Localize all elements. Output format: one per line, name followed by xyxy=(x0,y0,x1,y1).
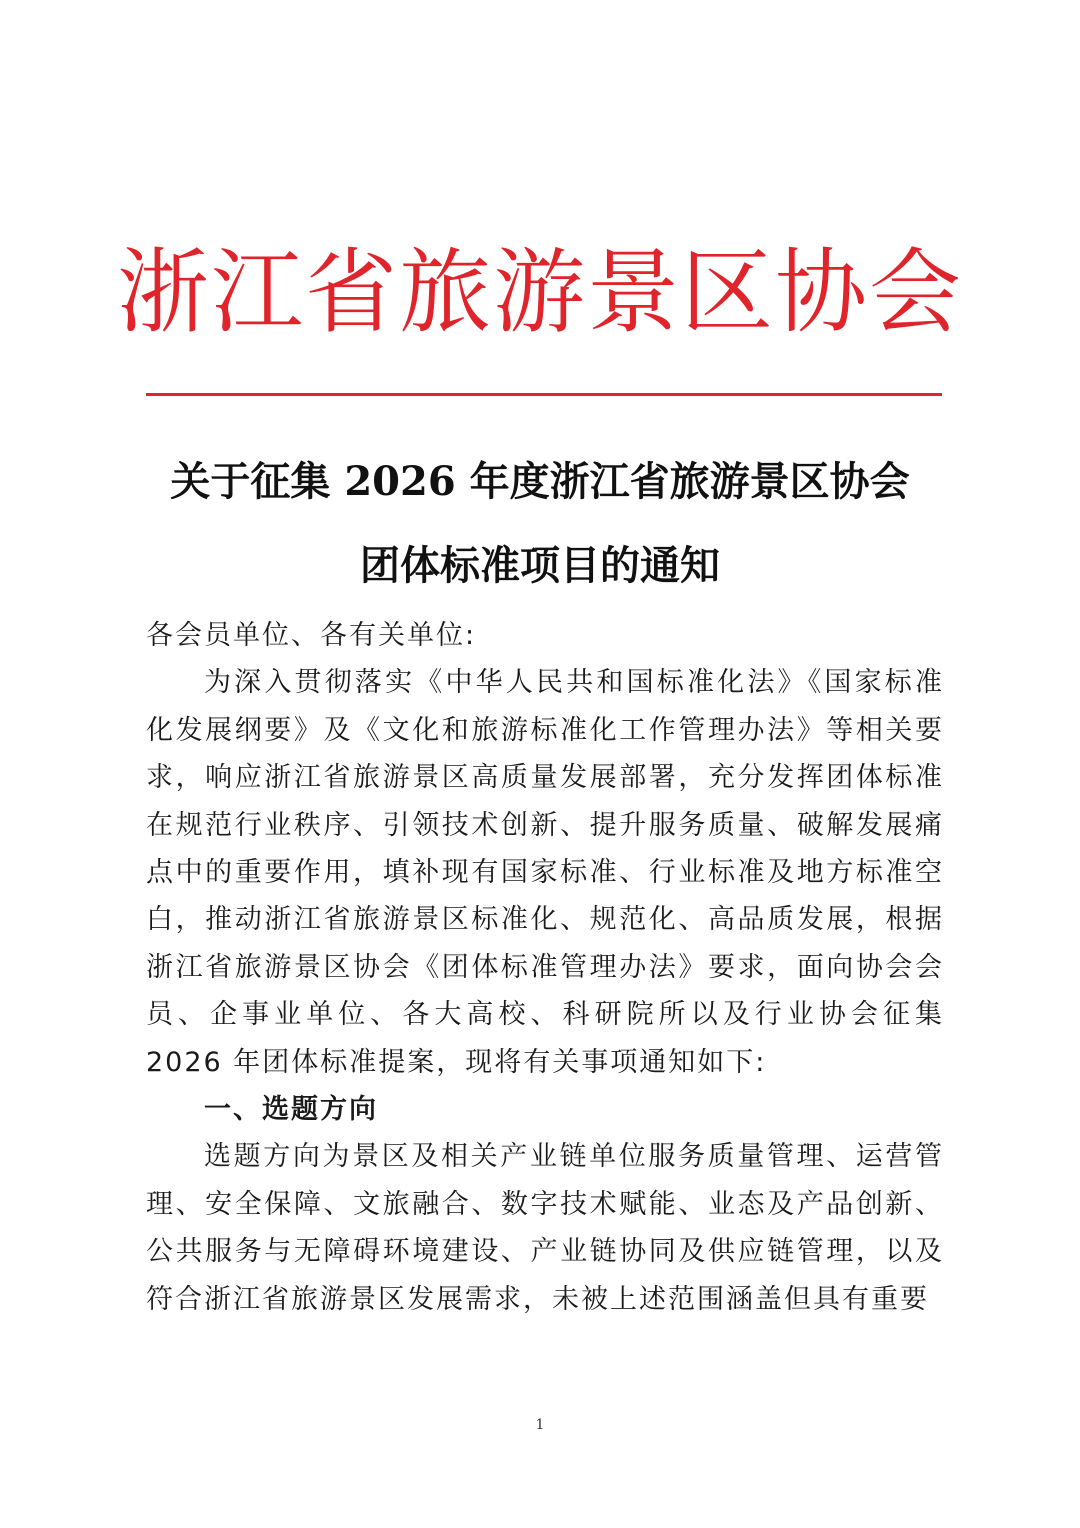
section-paragraph-topic-direction: 选题方向为景区及相关产业链单位服务质量管理、运营管理、安全保障、文旅融合、数字技术赋能、业态及产品创新、公共服务与无障碍环境建设、产业链协同及供应链管理，以及符合浙江省旅游景区发展需求，未被上述范围涵盖但具有重要 xyxy=(146,1141,944,1315)
document-title-line-1: 关于征集 2026 年度浙江省旅游景区协会 xyxy=(170,458,910,505)
intro-paragraph: 为深入贯彻落实《中华人民共和国标准化法》《国家标准化发展纲要》及《文化和旅游标准化工作管理办法》等相关要求，响应浙江省旅游景区高质量发展部署，充分发挥团体标准在规范行业秩序、引领技术创新、提升服务质量、破解发展痛点中的重要作用，填补现有国家标准、行业标准及地方标准空白，推动浙江省旅游景区标准化、规范化、高品质发展，根据浙江省旅游景区协会《团体标准管理办法》要求，面向协会会员、企事业单位、各大高校、科研院所以及行业协会征集 2026 年团体标准提案，现将有关事项通知如下: xyxy=(146,667,944,1078)
letterhead-divider xyxy=(146,393,942,396)
section-heading-topic-direction: 一、选题方向 xyxy=(204,1094,378,1126)
salutation: 各会员单位、各有关单位: xyxy=(146,620,477,651)
organization-letterhead: 浙江省旅游景区协会 xyxy=(116,239,963,346)
document-title-line-2: 团体标准项目的通知 xyxy=(360,542,720,589)
document-body xyxy=(146,612,944,1323)
page-number: 1 xyxy=(535,1417,545,1433)
